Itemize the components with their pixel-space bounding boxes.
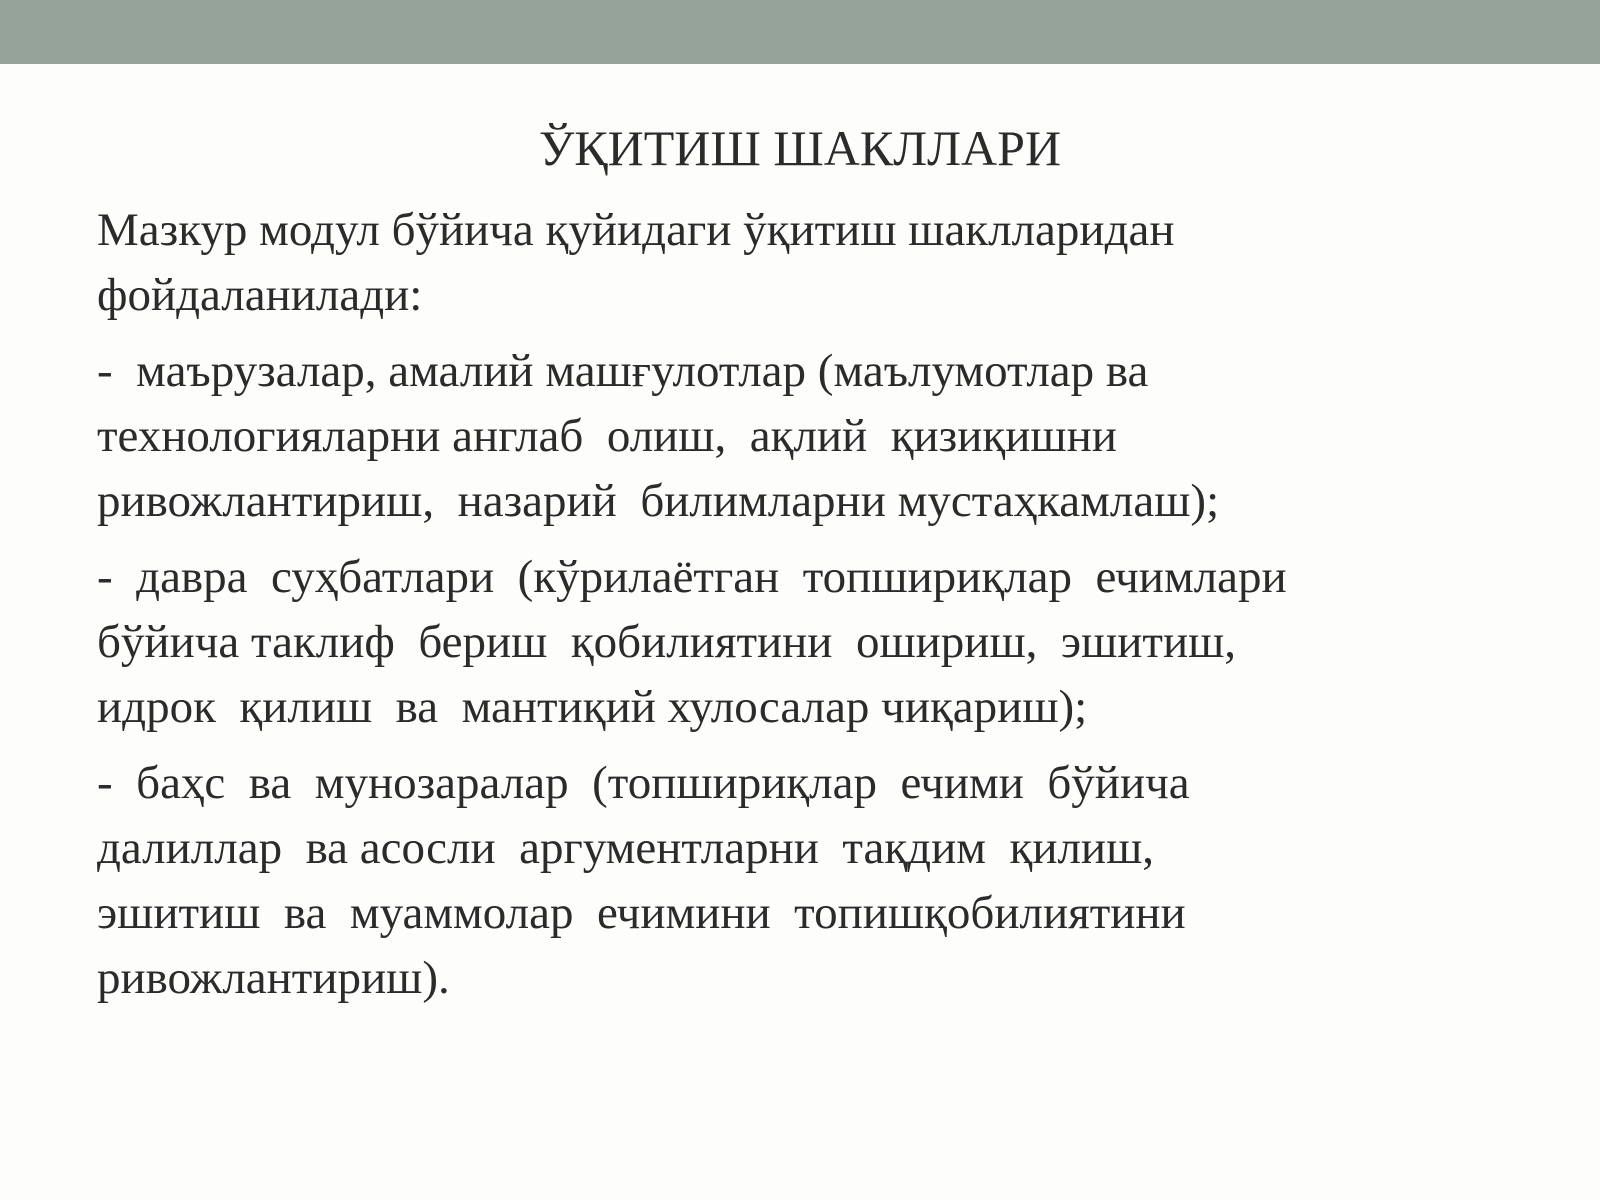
intro-paragraph [97,198,1547,328]
debates-list-item [97,751,1547,1011]
round-table-line: - давра суҳбатлари (кўрилаётган топшириқлар ечимлари [97,551,1287,603]
intro-line: фойдаланилади: [97,269,423,321]
intro-line: Мазкур модул бўйича қуйидаги ўқитиш шаклларидан [97,204,1175,256]
debates-line: далиллар ва асосли аргументларни тақдим қилиш, [97,822,1155,874]
round-table-line: идрок қилиш ва мантиқий хулосалар чиқариш); [97,681,1088,733]
debates-line: ривожлантириш). [97,952,450,1004]
lectures-line: технологияларни англаб олиш, ақлий қизиқишни [97,410,1117,462]
round-table-line: бўйича таклиф бериш қобилиятини ошириш, эшитиш, [97,616,1237,668]
debates-line: - баҳс ва мунозаралар (топшириқлар ечими бўйича [97,757,1190,809]
round-table-list-item [97,545,1547,740]
top-accent-band [0,0,1600,64]
lectures-line: - маърузалар, амалий машғулотлар (маълумотлар ва [97,345,1149,397]
lectures-line: ривожлантириш, назарий билимларни мустаҳкамлаш); [97,475,1220,527]
lectures-list-item [97,339,1547,534]
slide-body [97,198,1547,1022]
debates-line: эшитиш ва муаммолар ечимини топишқобилиятини [97,887,1186,939]
slide-title: ЎҚИТИШ ШАКЛЛАРИ [538,120,1062,176]
